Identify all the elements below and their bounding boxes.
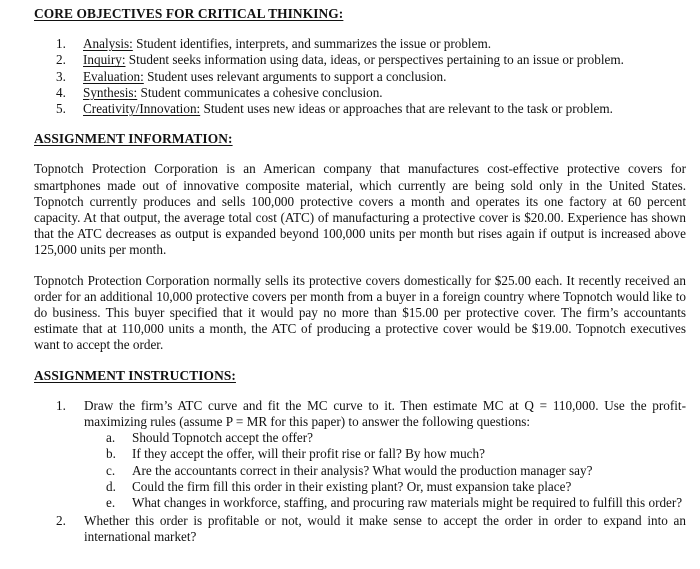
question-text: Could the firm fill this order in their existing plant? Or, must expansion take place? [132, 478, 572, 494]
instruction-body [84, 513, 686, 545]
objective-item [34, 85, 686, 101]
question-item [84, 430, 686, 446]
objective-description: Student identifies, interprets, and summarizes the issue or problem. [132, 36, 492, 52]
assignment-instructions-heading: ASSIGNMENT INSTRUCTIONS: [34, 367, 236, 383]
question-text: What changes in workforce, staffing, and procuring raw materials might be required to fulfill this order? [132, 495, 683, 511]
question-item [84, 479, 686, 495]
objective-text [83, 85, 383, 101]
objective-description: Student seeks information using data, ideas, or perspectives pertaining to an issue or problem. [125, 52, 624, 68]
instruction-text: Draw the firm’s ATC curve and fit the MC curve to it. Then estimate MC at Q = 110,000. Use the profit-maximizing rules (assume P = MR for this paper) to answer the following questions: [84, 397, 686, 430]
instruction-item [34, 513, 686, 545]
question-list [84, 430, 686, 511]
instruction-text: Whether this order is profitable or not, would it make sense to accept the order in order to expand into an international market? [84, 513, 686, 545]
question-item [84, 446, 686, 462]
question-letter: a. [106, 430, 116, 446]
objective-description: Student uses new ideas or approaches that are relevant to the task or problem. [200, 101, 613, 117]
objective-number: 4. [56, 84, 66, 100]
objective-item [34, 69, 686, 85]
instruction-number: 2. [56, 513, 66, 529]
objective-term: Evaluation: [83, 68, 144, 84]
question-item [84, 495, 686, 511]
objective-text [83, 101, 613, 117]
instruction-number: 1. [56, 397, 66, 413]
objective-term: Synthesis: [83, 84, 138, 100]
core-objectives-heading: CORE OBJECTIVES FOR CRITICAL THINKING: [34, 6, 344, 21]
objective-term: Inquiry: [83, 52, 126, 68]
core-objectives-list [34, 36, 686, 117]
question-item [84, 463, 686, 479]
objective-number: 5. [56, 101, 66, 117]
objective-item [34, 101, 686, 117]
question-letter: d. [106, 478, 116, 494]
instruction-item [34, 398, 686, 511]
question-text: Should Topnotch accept the offer? [132, 430, 313, 446]
objective-description: Student uses relevant arguments to support a conclusion. [143, 68, 447, 84]
assignment-paragraph-1: Topnotch Protection Corporation is an American company that manufactures cost-effective protective covers for smartphones made out of innovative composite material, which currently are being sold only in the United States. Topnotch currently produces and sells 100,000 protective covers a month and operates its one factory at 60 percent capacity. At that output, the average total cost (ATC) of manufacturing a protective cover is $20.00. Experience has shown that the ATC decreases as output is expanded beyond 100,000 units per month but rises again if output is increased above 125,000 units per month. [34, 161, 686, 258]
objective-item [34, 36, 686, 52]
objective-number: 1. [56, 36, 66, 52]
question-text: If they accept the offer, will their profit rise or fall? By how much? [132, 446, 485, 462]
objective-text [83, 36, 491, 52]
objective-item [34, 52, 686, 68]
question-letter: b. [106, 446, 116, 462]
objective-description: Student communicates a cohesive conclusion. [137, 84, 383, 100]
objective-number: 3. [56, 68, 66, 84]
question-letter: e. [106, 495, 116, 511]
assignment-information-heading: ASSIGNMENT INFORMATION: [34, 131, 233, 147]
objective-number: 2. [56, 52, 66, 68]
objective-text [83, 69, 446, 85]
objective-text [83, 52, 624, 68]
instructions-list [34, 398, 686, 546]
objective-term: Creativity/Innovation: [83, 101, 201, 117]
instruction-body [84, 398, 686, 511]
question-text: Are the accountants correct in their analysis? What would the production manager say? [132, 462, 593, 478]
question-letter: c. [106, 462, 116, 478]
assignment-paragraph-2: Topnotch Protection Corporation normally sells its protective covers domestically for $25.00 each. It recently received an order for an additional 10,000 protective covers per month from a buyer in a foreign country where Topnotch would like to do business. This buyer specified that it would pay no more than $15.00 per protective cover. The firm’s accountants estimate that at 110,000 units a month, the ATC of producing a protective cover would be $19.00. Topnotch executives want to accept the order. [34, 272, 686, 353]
objective-term: Analysis: [83, 36, 133, 52]
